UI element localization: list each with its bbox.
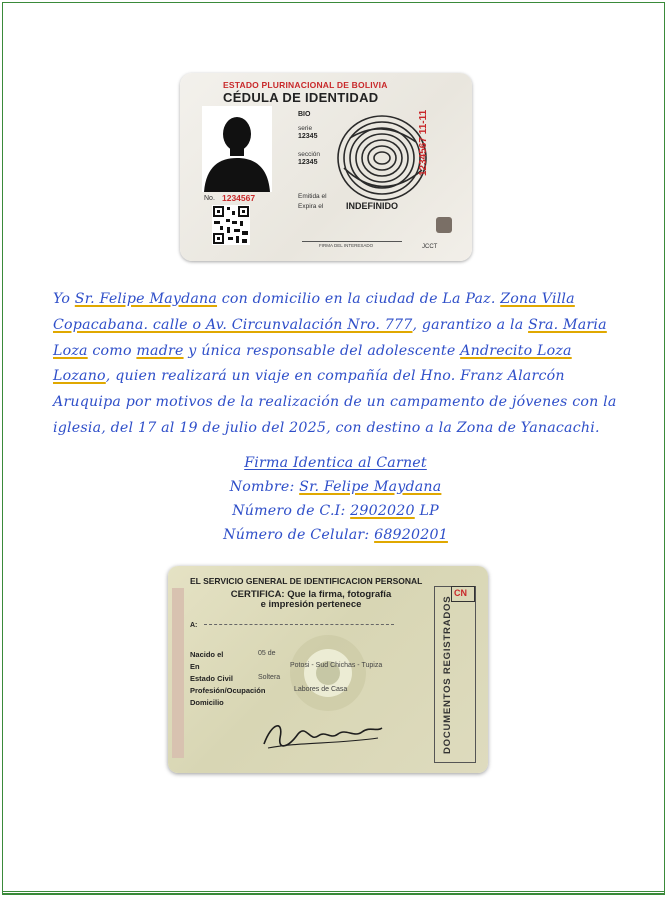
cel-value: 68920201	[374, 527, 448, 543]
id-expira-value: INDEFINIDO	[346, 201, 399, 211]
id-chip-icon	[436, 217, 452, 233]
id-expira-label: Expira el	[298, 203, 324, 210]
back-vertical-box	[434, 586, 476, 763]
prof-value: Labores de Casa	[294, 686, 348, 693]
signature-ci-line	[0, 499, 671, 523]
para-text: Yo	[53, 291, 75, 307]
id-title: CÉDULA DE IDENTIDAD	[223, 90, 379, 105]
id-firma-label: FIRMA DEL INTERESADO	[319, 243, 374, 248]
ci-label: Número de C.I:	[232, 503, 351, 519]
signature-title: Firma Identica al Carnet	[244, 455, 427, 471]
para-minor: Andrecito Loza Lozano	[53, 342, 572, 385]
para-text: como	[87, 342, 137, 359]
para-name: Sr. Felipe Maydana	[74, 291, 218, 307]
cert-line-2: e impresión pertenece	[260, 599, 362, 610]
back-a-line	[204, 624, 394, 625]
id-photo-silhouette	[202, 106, 272, 192]
nacido-value: 05 de	[258, 650, 276, 657]
en-label: En	[190, 662, 200, 671]
back-vertical-text: DOCUMENTOS REGISTRADOS	[442, 595, 453, 754]
signature-line	[302, 241, 402, 242]
para-relation: madre	[136, 342, 184, 359]
id-card-back	[168, 566, 488, 773]
handwritten-signature-icon	[258, 714, 388, 758]
id-seccion-value: 12345	[298, 159, 318, 166]
back-header: EL SERVICIO GENERAL DE IDENTIFICACION PERSONAL	[190, 576, 423, 586]
civil-value: Soltera	[258, 674, 281, 681]
ci-value: 2902020	[350, 503, 415, 519]
id-number: 1234567	[222, 193, 256, 203]
en-value: Potosi - Sud Chichas - Tupiza	[290, 662, 383, 669]
id-vertical-number: 1234567 11-11	[418, 109, 429, 176]
cert-line-1: CERTIFICA: Que la firma, fotografía	[230, 589, 392, 600]
dom-label: Domicilio	[190, 698, 224, 707]
id-bio: BIO	[298, 111, 311, 118]
card-side-strip	[172, 588, 184, 758]
signature-cel-line	[0, 523, 671, 547]
civil-label: Estado Civil	[190, 674, 233, 683]
para-text: , garantizo a la	[412, 316, 529, 333]
id-jcct: JCCT	[422, 244, 438, 250]
id-serie-value: 12345	[298, 133, 318, 140]
para-address: Zona Villa Copacabana. calle o Av. Circunvalación Nro. 777	[53, 291, 575, 333]
para-guardian: Sra. Maria Loza	[53, 316, 607, 359]
para-text: con domicilio en la ciudad de La Paz.	[217, 291, 501, 307]
prof-label: Profesión/Ocupación	[190, 686, 266, 695]
qr-code-icon	[212, 205, 250, 245]
back-certifica	[226, 590, 396, 610]
para-text: y única responsable del adolescente	[183, 342, 461, 359]
para-text: , quien realizará un viaje en compañía del Hno. Franz Alarcón Aruquipa por motivos de la realización de un campamento de jóvenes con la iglesia, del 17 al 19 de julio del 2025, con destino a la Zona de Yanacachi.	[53, 368, 617, 436]
authorization-paragraph	[53, 287, 621, 442]
id-emitida-label: Emitida el	[298, 193, 327, 200]
back-cn: CN	[454, 588, 467, 598]
back-a-label: A:	[190, 622, 198, 629]
name-label: Nombre:	[229, 479, 300, 495]
signature-name-line	[0, 475, 671, 499]
nacido-label: Nacido el	[190, 650, 224, 659]
id-state-name: ESTADO PLURINACIONAL DE BOLIVIA	[223, 80, 388, 90]
watermark-seal-icon	[258, 618, 398, 728]
page-border-bottom	[2, 891, 665, 894]
id-serie-label: serie	[298, 125, 313, 132]
id-card-front	[180, 73, 472, 261]
name-value: Sr. Felipe Maydana	[299, 479, 442, 495]
id-seccion-label: sección	[298, 151, 321, 158]
id-number-label: No.	[204, 195, 215, 202]
ci-suffix: LP	[414, 503, 439, 519]
cel-label: Número de Celular:	[223, 527, 375, 543]
